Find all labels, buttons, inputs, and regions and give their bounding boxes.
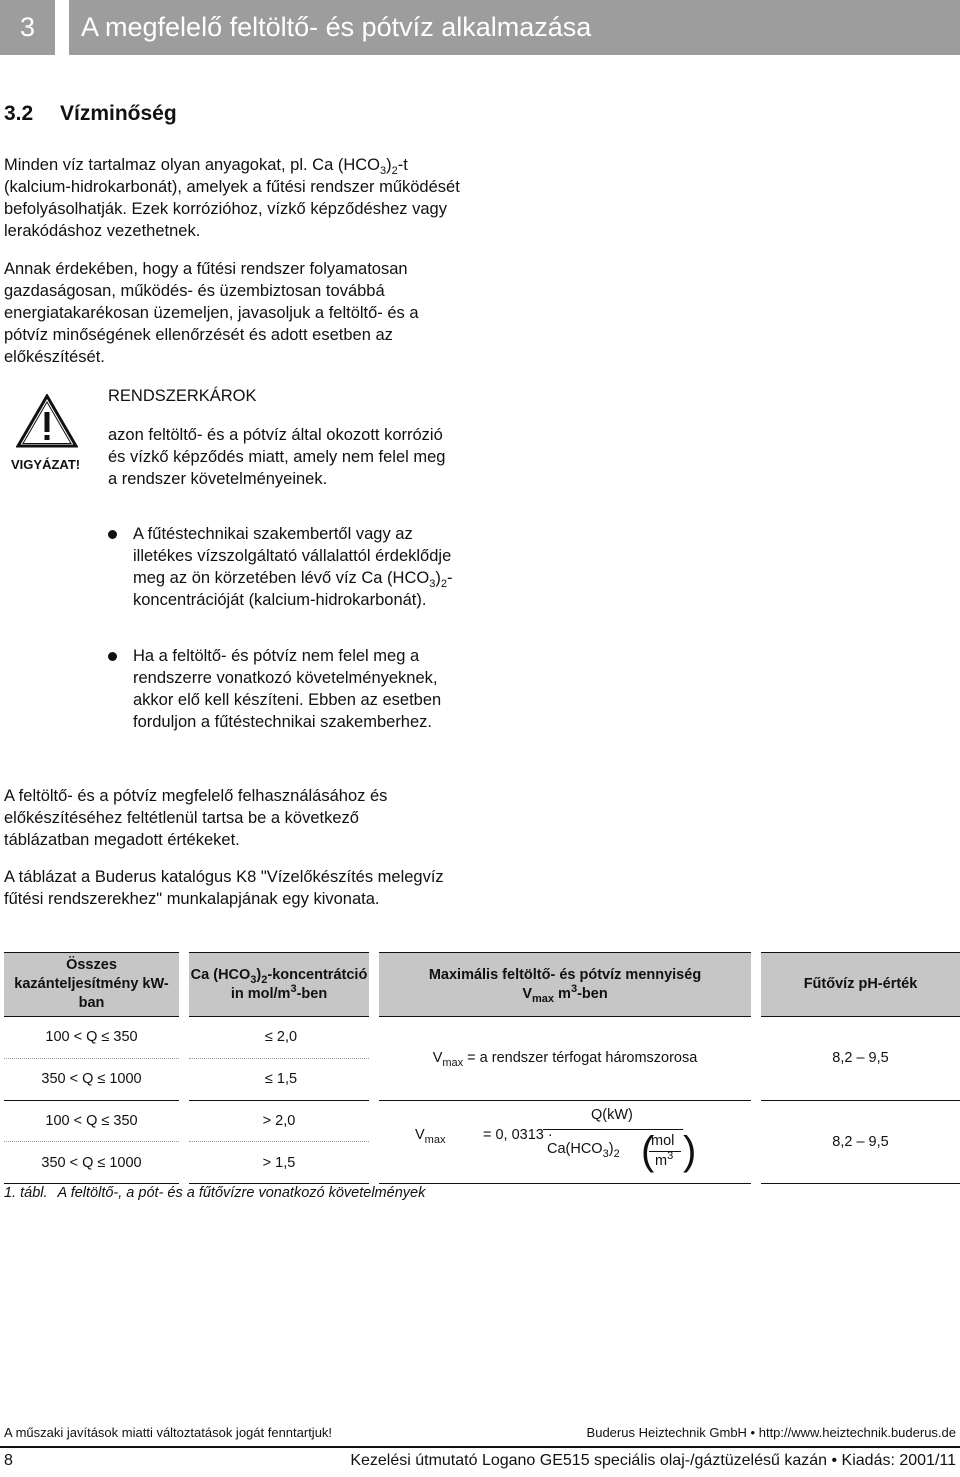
section-heading: [4, 102, 177, 126]
unit-denominator: $m^3$: [655, 1149, 674, 1169]
volume-formula-cell: [374, 1100, 756, 1184]
table-row: [4, 1100, 960, 1142]
warning-bullet: A fűtéstechnikai szakembertől vagy az illetékes vízszolgáltató vállalattól érdeklődje meg az ön körzetében lévő víz Ca $(HCO_3)_2$-koncentrációját (kalcium-hidrokarbonát).: [108, 523, 468, 611]
header-concentration: Ca $(HCO_3)_2$-koncentrátció in mol/$m^3$-ben: [184, 953, 374, 1017]
warning-bullet: Ha a feltöltő- és pótvíz nem felel meg a rendszerre vonatkozó követelményeknek, akkor elő kell készíteni. Ebben az esetben forduljon a fűtéstechnikai szakemberhez.: [108, 645, 468, 733]
unit-close-paren: ): [683, 1128, 697, 1173]
formula-lhs: $V_{max}$: [415, 1126, 446, 1146]
formula-coefficient: = 0, 0313 ·: [483, 1126, 553, 1143]
header-boiler-power: Összes kazánteljesítmény kW-ban: [4, 953, 184, 1017]
power-range-cell: 100 < Q ≤ 350: [4, 1100, 184, 1142]
table-row: [4, 1017, 960, 1059]
page-number: 8: [4, 1452, 13, 1469]
section-number: 3.2: [4, 102, 34, 125]
table-caption-label: 1. tábl.: [4, 1185, 48, 1201]
power-range-cell: 350 < Q ≤ 1000: [4, 1058, 184, 1100]
section-title: Vízminőség: [60, 102, 177, 125]
power-range-cell: 350 < Q ≤ 1000: [4, 1142, 184, 1184]
unit-fraction-bar: [649, 1151, 681, 1152]
volume-formula: [405, 1105, 725, 1175]
warning-triangle-icon: [16, 394, 78, 448]
warning-label: VIGYÁZAT!: [11, 457, 81, 472]
concentration-cell: ≤ 2,0: [184, 1017, 374, 1059]
ph-value-cell: 8,2 – 9,5: [756, 1100, 960, 1184]
formula-numerator: Q(kW): [591, 1106, 633, 1123]
table-caption-text: A feltöltő-, a pót- és a fűtővízre vonatkozó követelmények: [57, 1185, 426, 1201]
water-requirements-table: [4, 952, 960, 1184]
instruction-paragraph: A feltöltő- és a pótvíz megfelelő felhasználásához és előkészítéséhez feltétlenül tartsa be a következő táblázatban megadott értékeket.: [4, 787, 388, 849]
table-caption: [4, 1185, 425, 1201]
table-header-row: [4, 953, 960, 1017]
footer-disclaimer: A műszaki javítások miatti változtatások jogát fenntartjuk!: [4, 1425, 333, 1440]
concentration-cell: > 1,5: [184, 1142, 374, 1184]
warning-heading: RENDSZERKÁROK: [108, 387, 257, 405]
recommendation-paragraph: Annak érdekében, hogy a fűtési rendszer folyamatosan gazdaságosan, működés- és üzembiztosan továbbá energiatakarékosan üzemeljen, javasoljuk a feltöltő- és a pótvíz minőségének ellenőrzését és adott esetben az előkészítését.: [4, 260, 419, 366]
formula-denominator: $Ca(HCO_3)_2$: [547, 1140, 620, 1160]
footer-company: Buderus Heiztechnik GmbH • http://www.heiztechnik.buderus.de: [586, 1425, 956, 1440]
concentration-cell: > 2,0: [184, 1100, 374, 1142]
ph-value-cell: 8,2 – 9,5: [756, 1017, 960, 1101]
chapter-title: A megfelelő feltöltő- és pótvíz alkalmazása: [69, 0, 960, 55]
footer-divider: [0, 1446, 960, 1448]
header-ph-value: Fűtővíz pH-érték: [756, 953, 960, 1017]
fraction-bar: [543, 1129, 683, 1130]
concentration-cell: ≤ 1,5: [184, 1058, 374, 1100]
volume-rule-cell: $V_{max} = a$ rendszer térfogat háromszorosa: [374, 1017, 756, 1101]
power-range-cell: 100 < Q ≤ 350: [4, 1017, 184, 1059]
unit-numerator: mol: [651, 1132, 675, 1149]
header-max-volume: Maximális feltöltő- és pótvíz mennyiség $V_{max}$ $m^3$-ben: [374, 953, 756, 1017]
source-paragraph: A táblázat a Buderus katalógus K8 "Vízelőkészítés melegvíz fűtési rendszerekhez" munkalapjának egy kivonata.: [4, 868, 444, 908]
warning-text: azon feltöltő- és a pótvíz által okozott korrózió és vízkő képződés miatt, amely nem felel meg a rendszer követelményeinek.: [108, 426, 446, 488]
chapter-number: 3: [0, 0, 55, 55]
intro-paragraph: Minden víz tartalmaz olyan anyagokat, pl. Ca $(HCO_3)_2-t$ (kalcium-hidrokarbonát), amelyek a fűtési rendszer működését befolyásolhatják. Ezek korrózióhoz, vízkő képződéshez vagy lerakódáshoz vezethetnek.: [4, 156, 460, 240]
document-title: Kezelési útmutató Logano GE515 speciális olaj-/gáztüzelésű kazán • Kiadás: 2001/11: [350, 1452, 956, 1469]
unit-open-paren: (: [641, 1128, 655, 1173]
